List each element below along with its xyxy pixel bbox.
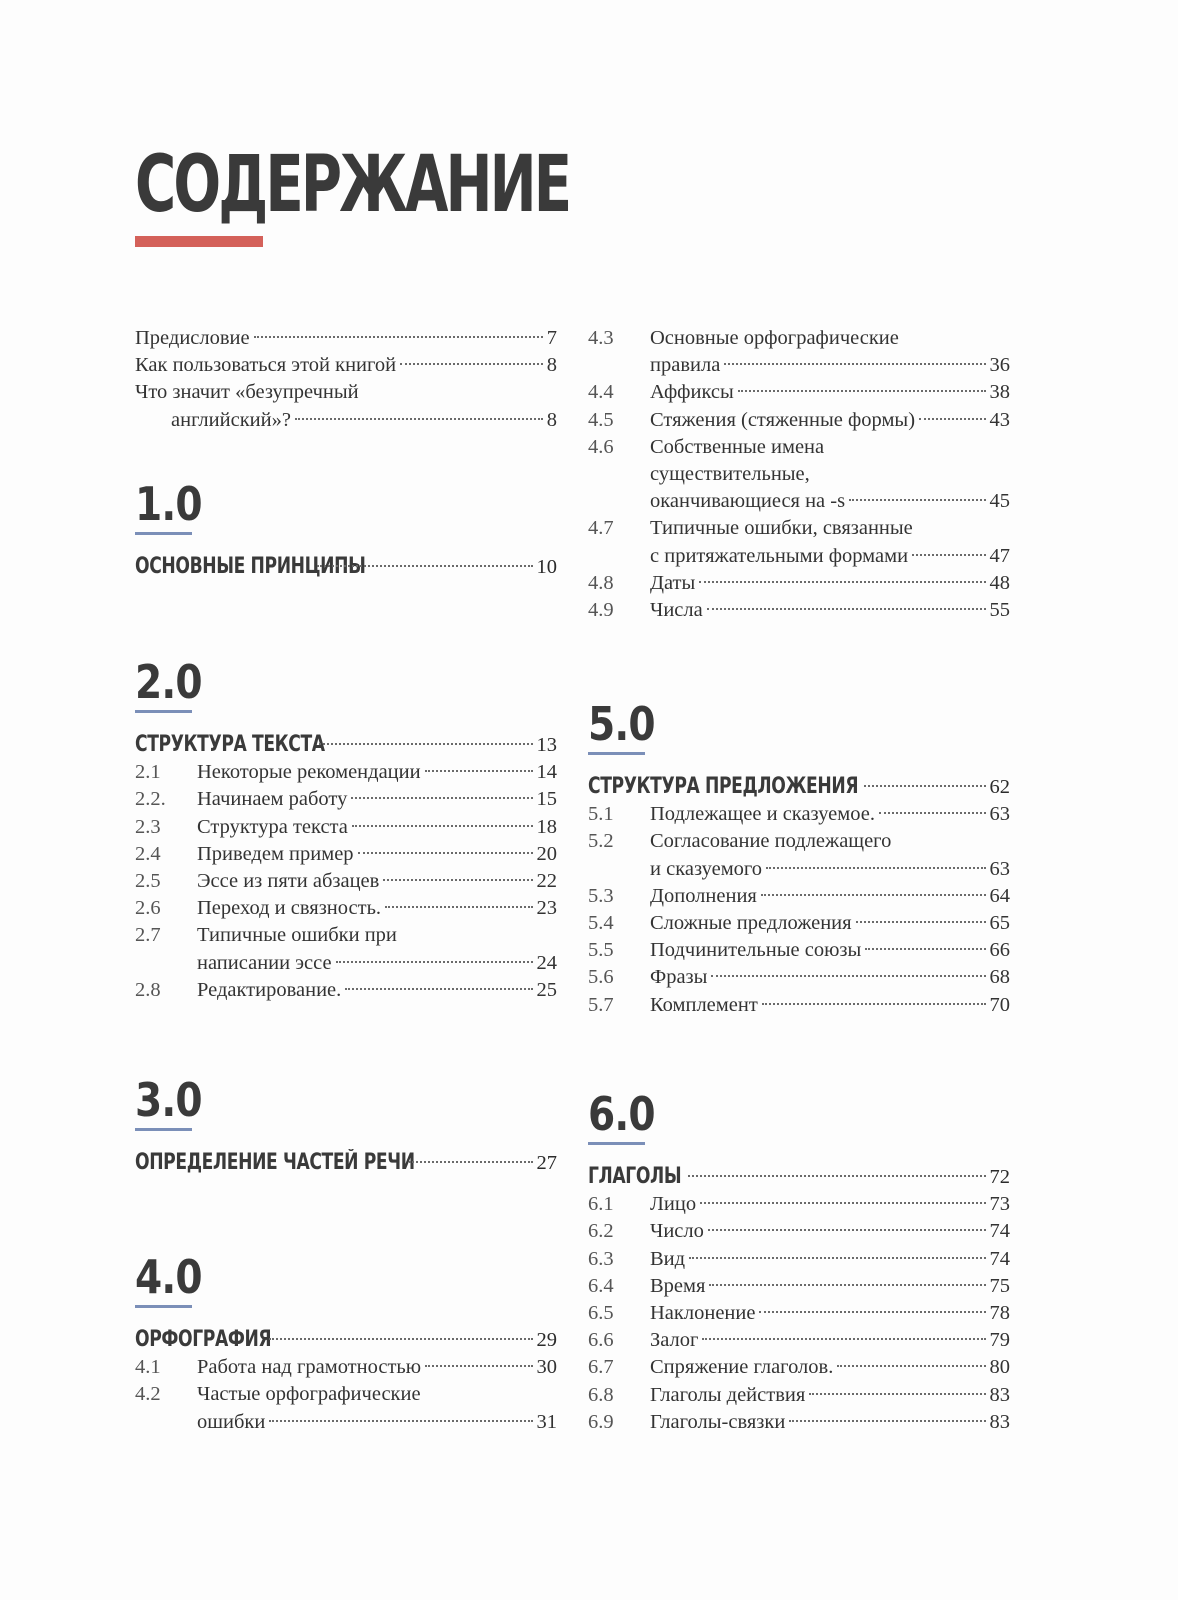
toc-entry[interactable]: 6.7 Спряжение глаголов. 80: [588, 1356, 1010, 1379]
chapter-heading[interactable]: ГЛАГОЛЫ 72: [588, 1164, 1010, 1189]
toc-entry[interactable]: 6.5 Наклонение 78: [588, 1302, 1010, 1325]
chapter-number: 1.0: [135, 477, 202, 531]
toc-entry[interactable]: Как пользоваться этой книгой 8: [135, 354, 557, 377]
leader-dots: [358, 852, 533, 854]
chapter-6: [588, 1088, 1010, 1436]
chapter-1: [135, 478, 557, 581]
leader-dots: [254, 336, 543, 338]
toc-entry[interactable]: 2.5 Эссе из пяти абзацев 22: [135, 870, 557, 893]
toc-entry[interactable]: 5.3 Дополнения 64: [588, 884, 1010, 907]
toc-entry[interactable]: 6.8 Глаголы действия 83: [588, 1383, 1010, 1406]
toc-entry[interactable]: 4.1 Работа над грамотностью 30: [135, 1356, 557, 1379]
chapter-2: [135, 656, 557, 1004]
leader-dots: [738, 390, 986, 392]
toc-entry[interactable]: 4.6 Собственные имена: [588, 435, 825, 458]
toc-entry[interactable]: 4.4 Аффиксы 38: [588, 381, 1010, 404]
leader-dots: [269, 1420, 532, 1422]
leader-dots: [700, 1202, 985, 1204]
leader-dots: [702, 1338, 985, 1340]
leader-dots: [809, 1393, 985, 1395]
leader-dots: [789, 1420, 985, 1422]
leader-dots: [837, 1365, 985, 1367]
chapter-title: СТРУКТУРА ПРЕДЛОЖЕНИЯ: [588, 774, 859, 799]
toc-entry[interactable]: 6.6 Залог 79: [588, 1329, 1010, 1352]
toc-entry[interactable]: 2.4 Приведем пример 20: [135, 842, 557, 865]
toc-entry[interactable]: 5.1 Подлежащее и сказуемое. 63: [588, 803, 1010, 826]
leader-dots: [385, 906, 532, 908]
chapter-heading[interactable]: ОПРЕДЕЛЕНИЕ ЧАСТЕЙ РЕЧИ 27: [135, 1150, 557, 1175]
chapter-heading[interactable]: СТРУКТУРА ПРЕДЛОЖЕНИЯ 62: [588, 774, 1010, 799]
leader-dots: [689, 1257, 985, 1259]
chapter-title: ОРФОГРАФИЯ: [135, 1327, 272, 1352]
leader-dots: [295, 418, 543, 420]
leader-dots: [383, 879, 532, 881]
chapter-heading[interactable]: СТРУКТУРА ТЕКСТА 13: [135, 732, 557, 757]
leader-dots: [856, 921, 986, 923]
toc-entry[interactable]: 6.9 Глаголы-связки 83: [588, 1410, 1010, 1433]
leader-dots: [879, 812, 986, 814]
chapter-4: [135, 1251, 557, 1436]
chapter-3: [135, 1074, 557, 1177]
leader-dots: [912, 554, 985, 556]
toc-entry-continuation[interactable]: и сказуемого 63: [650, 857, 1010, 880]
toc-entry[interactable]: 4.3 Основные орфографические: [588, 327, 899, 349]
leader-dots: [864, 785, 986, 787]
toc-entry-continuation[interactable]: правила 36: [650, 354, 1010, 377]
toc-entry[interactable]: 6.3 Вид 74: [588, 1247, 1010, 1270]
chapter-heading[interactable]: ОРФОГРАФИЯ 29: [135, 1327, 557, 1352]
leader-dots: [699, 581, 985, 583]
toc-entry-continuation[interactable]: с притяжательными формами 47: [650, 544, 1010, 567]
leader-dots: [425, 1365, 532, 1367]
chapter-underline: [135, 532, 192, 535]
chapter-title: ОПРЕДЕЛЕНИЕ ЧАСТЕЙ РЕЧИ: [135, 1150, 415, 1175]
leader-dots: [317, 565, 533, 567]
leader-dots: [766, 867, 985, 869]
leader-dots: [409, 1161, 533, 1163]
toc-entry[interactable]: 4.5 Стяжения (стяженные формы) 43: [588, 408, 1010, 431]
leader-dots: [425, 770, 533, 772]
chapter-4-continued: [588, 325, 1010, 624]
leader-dots: [761, 894, 986, 896]
chapter-title: ОСНОВНЫЕ ПРИНЦИПЫ: [135, 554, 366, 579]
toc-entry-continuation[interactable]: написании эссе 24: [197, 951, 557, 974]
leader-dots: [319, 743, 533, 745]
front-matter: [135, 325, 557, 434]
toc-entry-continuation[interactable]: английский»? 8: [171, 408, 557, 431]
toc-entry[interactable]: 4.2 Частые орфографические: [135, 1383, 421, 1406]
toc-entry-continuation[interactable]: оканчивающиеся на -s 45: [650, 490, 1010, 513]
toc-entry[interactable]: Предисловие 7: [135, 327, 557, 349]
toc-entry-continuation[interactable]: ошибки 31: [197, 1410, 557, 1433]
toc-entry[interactable]: 5.2 Согласование подлежащего: [588, 830, 892, 853]
chapter-number: 6.0: [588, 1087, 655, 1141]
toc-entry[interactable]: 6.2 Число 74: [588, 1220, 1010, 1243]
toc-entry[interactable]: 2.3 Структура текста 18: [135, 815, 557, 838]
toc-entry[interactable]: 2.6 Переход и связность. 23: [135, 897, 557, 920]
toc-entry[interactable]: 5.5 Подчинительные союзы 66: [588, 939, 1010, 962]
leader-dots: [400, 363, 543, 365]
toc-entry[interactable]: Что значит «безупречный: [135, 381, 359, 404]
leader-dots: [724, 363, 985, 365]
toc-entry-continuation[interactable]: существительные,: [650, 463, 810, 486]
leader-dots: [708, 1229, 986, 1231]
chapter-heading[interactable]: ОСНОВНЫЕ ПРИНЦИПЫ 10: [135, 554, 557, 579]
leader-dots: [865, 948, 985, 950]
page-title: СОДЕРЖАНИЕ: [135, 140, 570, 230]
leader-dots: [688, 1175, 986, 1177]
chapter-number: 2.0: [135, 655, 202, 709]
chapter-number: 4.0: [135, 1250, 202, 1304]
leader-dots: [762, 1003, 986, 1005]
toc-entry[interactable]: 2.7 Типичные ошибки при: [135, 924, 397, 947]
leader-dots: [351, 797, 532, 799]
chapter-title: ГЛАГОЛЫ: [588, 1164, 682, 1189]
toc-entry[interactable]: 2.2. Начинаем работу 15: [135, 788, 557, 811]
toc-entry[interactable]: 2.8 Редактирование. 25: [135, 978, 557, 1001]
chapter-5: [588, 698, 1010, 1019]
leader-dots: [759, 1311, 985, 1313]
chapter-underline: [135, 1128, 192, 1131]
chapter-number: 3.0: [135, 1073, 202, 1127]
chapter-underline: [135, 1305, 192, 1308]
leader-dots: [352, 825, 533, 827]
chapter-underline: [135, 710, 192, 713]
chapter-underline: [588, 752, 645, 755]
leader-dots: [345, 988, 532, 990]
toc-entry[interactable]: 4.7 Типичные ошибки, связанные: [588, 517, 913, 540]
toc-entry[interactable]: 6.4 Время 75: [588, 1274, 1010, 1297]
toc-entry[interactable]: 4.8 Даты 48: [588, 571, 1010, 594]
chapter-number: 5.0: [588, 697, 655, 751]
leader-dots: [849, 499, 985, 501]
leader-dots: [269, 1338, 533, 1340]
chapter-underline: [588, 1142, 645, 1145]
toc-entry[interactable]: 5.6 Фразы 68: [588, 966, 1010, 989]
leader-dots: [709, 1284, 985, 1286]
leader-dots: [707, 608, 986, 610]
toc-entry[interactable]: 4.9 Числа 55: [588, 599, 1010, 622]
toc-entry[interactable]: 6.1 Лицо 73: [588, 1193, 1010, 1216]
toc-entry[interactable]: 2.1 Некоторые рекомендации 14: [135, 761, 557, 784]
toc-entry[interactable]: 5.7 Комплемент 70: [588, 993, 1010, 1016]
title-underline: [135, 236, 263, 247]
leader-dots: [336, 961, 533, 963]
chapter-title: СТРУКТУРА ТЕКСТА: [135, 732, 325, 757]
leader-dots: [919, 418, 985, 420]
leader-dots: [711, 975, 985, 977]
toc-entry[interactable]: 5.4 Сложные предложения 65: [588, 912, 1010, 935]
